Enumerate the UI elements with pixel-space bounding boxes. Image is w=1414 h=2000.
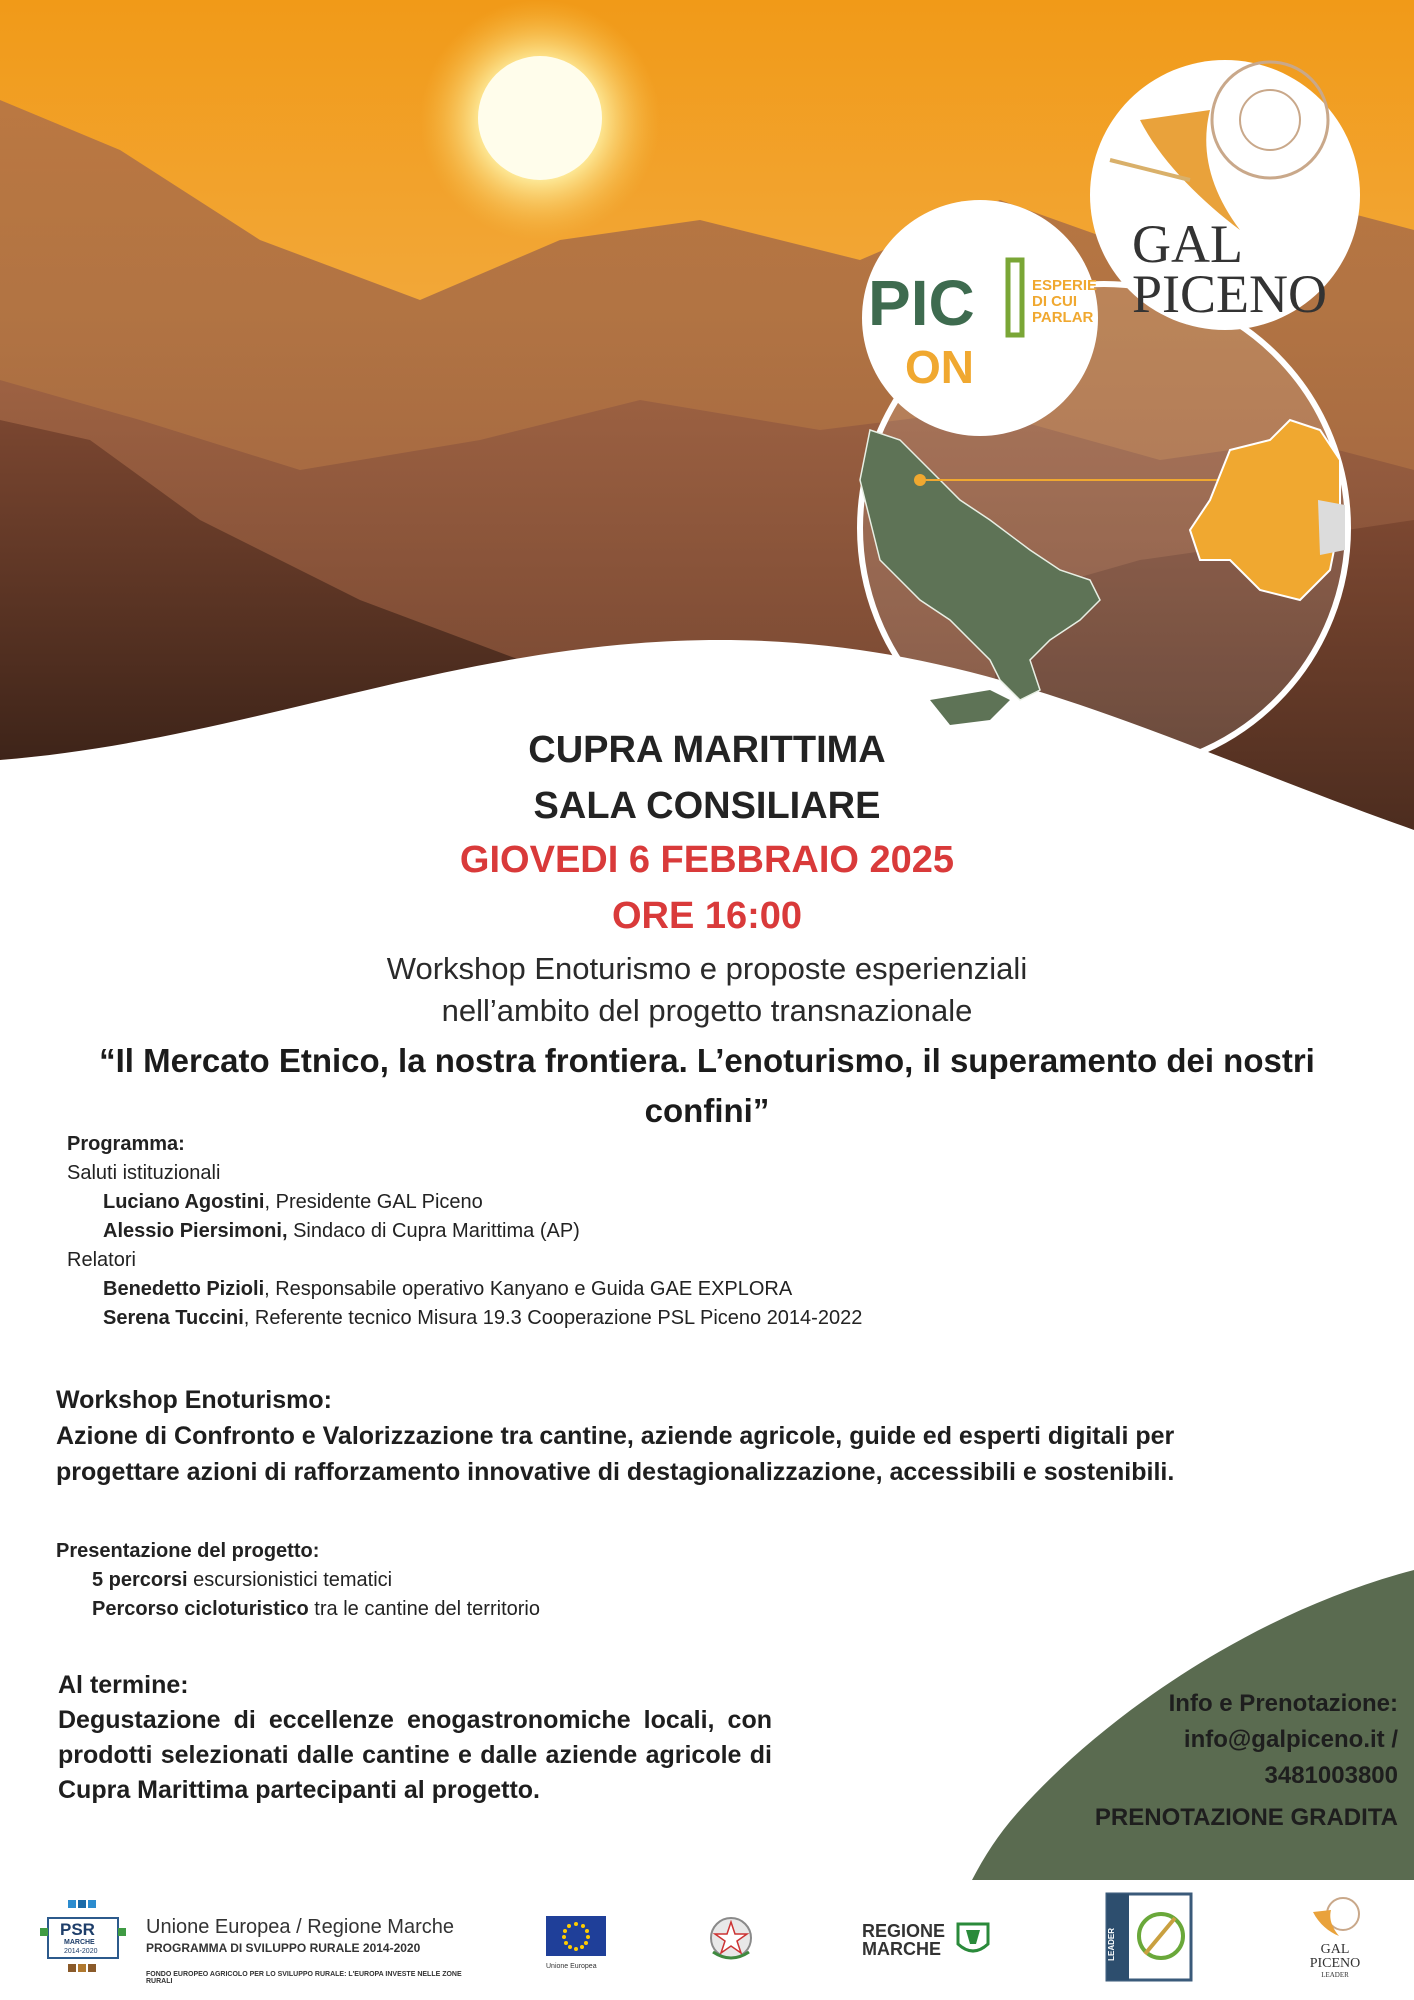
item-bold: 5 percorsi (92, 1569, 188, 1591)
gal-piceno-footer-logo (1290, 1894, 1380, 1979)
presentazione-item (56, 1566, 956, 1595)
speaker (67, 1188, 1067, 1217)
gal-line2: PICENO (1132, 264, 1328, 324)
item-bold: Percorso cicloturistico (92, 1598, 309, 1620)
workshop-line-2: progettare azioni di rafforzamento innovative di destagionalizzazione, accessibili e sostenibili. (56, 1458, 1175, 1486)
event-day: GIOVEDI 6 FEBBRAIO 2025 (459, 839, 955, 881)
workshop-line-1: Azione di Confronto e Valorizzazione tra cantine, aziende agricole, guide ed esperti digitali per (56, 1422, 1175, 1450)
regione-shield-icon (956, 1922, 990, 1958)
venue-room: SALA CONSILIARE (533, 785, 881, 827)
psr-years: 2014-2020 (64, 1948, 98, 1955)
project-title: “Il Mercato Etnico, la nostra frontiera. L’enoturismo, il superamento dei nostri confini” (99, 1042, 1315, 1129)
gal-emblem-icon (1305, 1894, 1365, 1938)
workshop (56, 1382, 1346, 1490)
regione-line-2: MARCHE (862, 1939, 941, 1959)
ue-line-1: Unione Europea / Regione Marche (146, 1916, 454, 1938)
gal-footer-line-2: PICENO (1309, 1956, 1361, 1971)
ue-line-3: FONDO EUROPEO AGRICOLO PER LO SVILUPPO RURALE: L'EUROPA INVESTE NELLE ZONE RURALI (146, 1971, 462, 1985)
workshop-heading: Workshop Enoturismo: (56, 1386, 332, 1414)
gal-footer-line-1: GAL (1320, 1942, 1350, 1957)
psr-title: PSR (60, 1920, 95, 1939)
venue (0, 722, 1414, 834)
speaker-name: Benedetto Pizioli (103, 1278, 265, 1300)
italy-emblem (707, 1912, 755, 1964)
speaker-name: Alessio Piersimoni, (103, 1220, 288, 1242)
psr-logo (38, 1894, 128, 1984)
termine-heading: Al termine: (58, 1671, 189, 1699)
svg-text:PARLAR: PARLAR (1032, 309, 1094, 326)
presentazione (56, 1537, 956, 1624)
termine (58, 1668, 772, 1808)
leader-label: LEADER (1107, 1928, 1116, 1961)
info-email[interactable]: info@galpiceno.it / (1183, 1726, 1398, 1753)
speaker-name: Serena Tuccini (103, 1307, 244, 1329)
info-prenotazione (1060, 1686, 1398, 1836)
svg-text:DI CUI: DI CUI (1032, 293, 1077, 310)
speaker-name: Luciano Agostini (103, 1191, 265, 1213)
picon-logo (862, 200, 1098, 436)
speaker-role: , Responsabile operativo Kanyano e Guida GAE EXPLORA (264, 1278, 793, 1300)
svg-text:ESPERIE: ESPERIE (1032, 277, 1098, 294)
picon-line2: ON (905, 341, 974, 393)
event-time: ORE 16:00 (611, 895, 803, 937)
section-label: Saluti istituzionali (67, 1162, 221, 1184)
item-rest: escursionistici tematici (187, 1569, 393, 1591)
eu-flag (546, 1916, 606, 1970)
item-rest: tra le cantine del territorio (308, 1598, 540, 1620)
eu-flag-icon (546, 1916, 606, 1956)
gal-piceno-logo (1090, 60, 1360, 330)
programma-heading: Programma: (67, 1133, 185, 1155)
regione-line-1: REGIONE (862, 1921, 946, 1941)
intro-line-2: nell’ambito del progetto transnazionale (441, 993, 973, 1028)
info-heading: Info e Prenotazione: (1168, 1690, 1398, 1717)
info-phone[interactable]: 3481003800 (1264, 1762, 1398, 1789)
presentazione-heading: Presentazione del progetto: (56, 1540, 320, 1562)
speaker (67, 1217, 1067, 1246)
speaker-role: , Presidente GAL Piceno (264, 1191, 483, 1213)
leader-logo (1105, 1892, 1193, 1982)
speaker (67, 1275, 1067, 1304)
picon-line1: PIC (868, 267, 975, 339)
termine-body: Degustazione di eccellenze enogastronomiche locali, con prodotti selezionati dalle cantine e dalle aziende agricole di Cupra Marittima partecipanti al progetto. (58, 1706, 772, 1804)
event-date (0, 832, 1414, 944)
eu-label: Unione Europea (546, 1963, 597, 1970)
ue-line-2: PROGRAMMA DI SVILUPPO RURALE 2014-2020 (146, 1941, 421, 1955)
footer-logos (0, 1880, 1414, 2000)
gal-footer-line-3: LEADER (1321, 1971, 1349, 1979)
section-label: Relatori (67, 1249, 136, 1271)
intro-text (0, 948, 1414, 1032)
speaker (67, 1304, 1067, 1333)
speaker-role: Sindaco di Cupra Marittima (AP) (287, 1220, 580, 1242)
italy-emblem-icon (707, 1912, 755, 1964)
presentazione-item (56, 1595, 956, 1624)
speaker-role: , Referente tecnico Misura 19.3 Cooperazione PSL Piceno 2014-2022 (243, 1307, 863, 1329)
regione-marche-logo (862, 1922, 992, 1958)
programma (67, 1130, 1067, 1333)
ue-regione-text (146, 1916, 486, 1985)
info-note: PRENOTAZIONE GRADITA (1094, 1804, 1398, 1831)
gal-line1: GAL (1132, 214, 1243, 274)
psr-sub: MARCHE (64, 1939, 95, 1946)
venue-city: CUPRA MARITTIMA (528, 729, 886, 771)
intro-line-1: Workshop Enoturismo e proposte esperienziali (386, 951, 1028, 986)
